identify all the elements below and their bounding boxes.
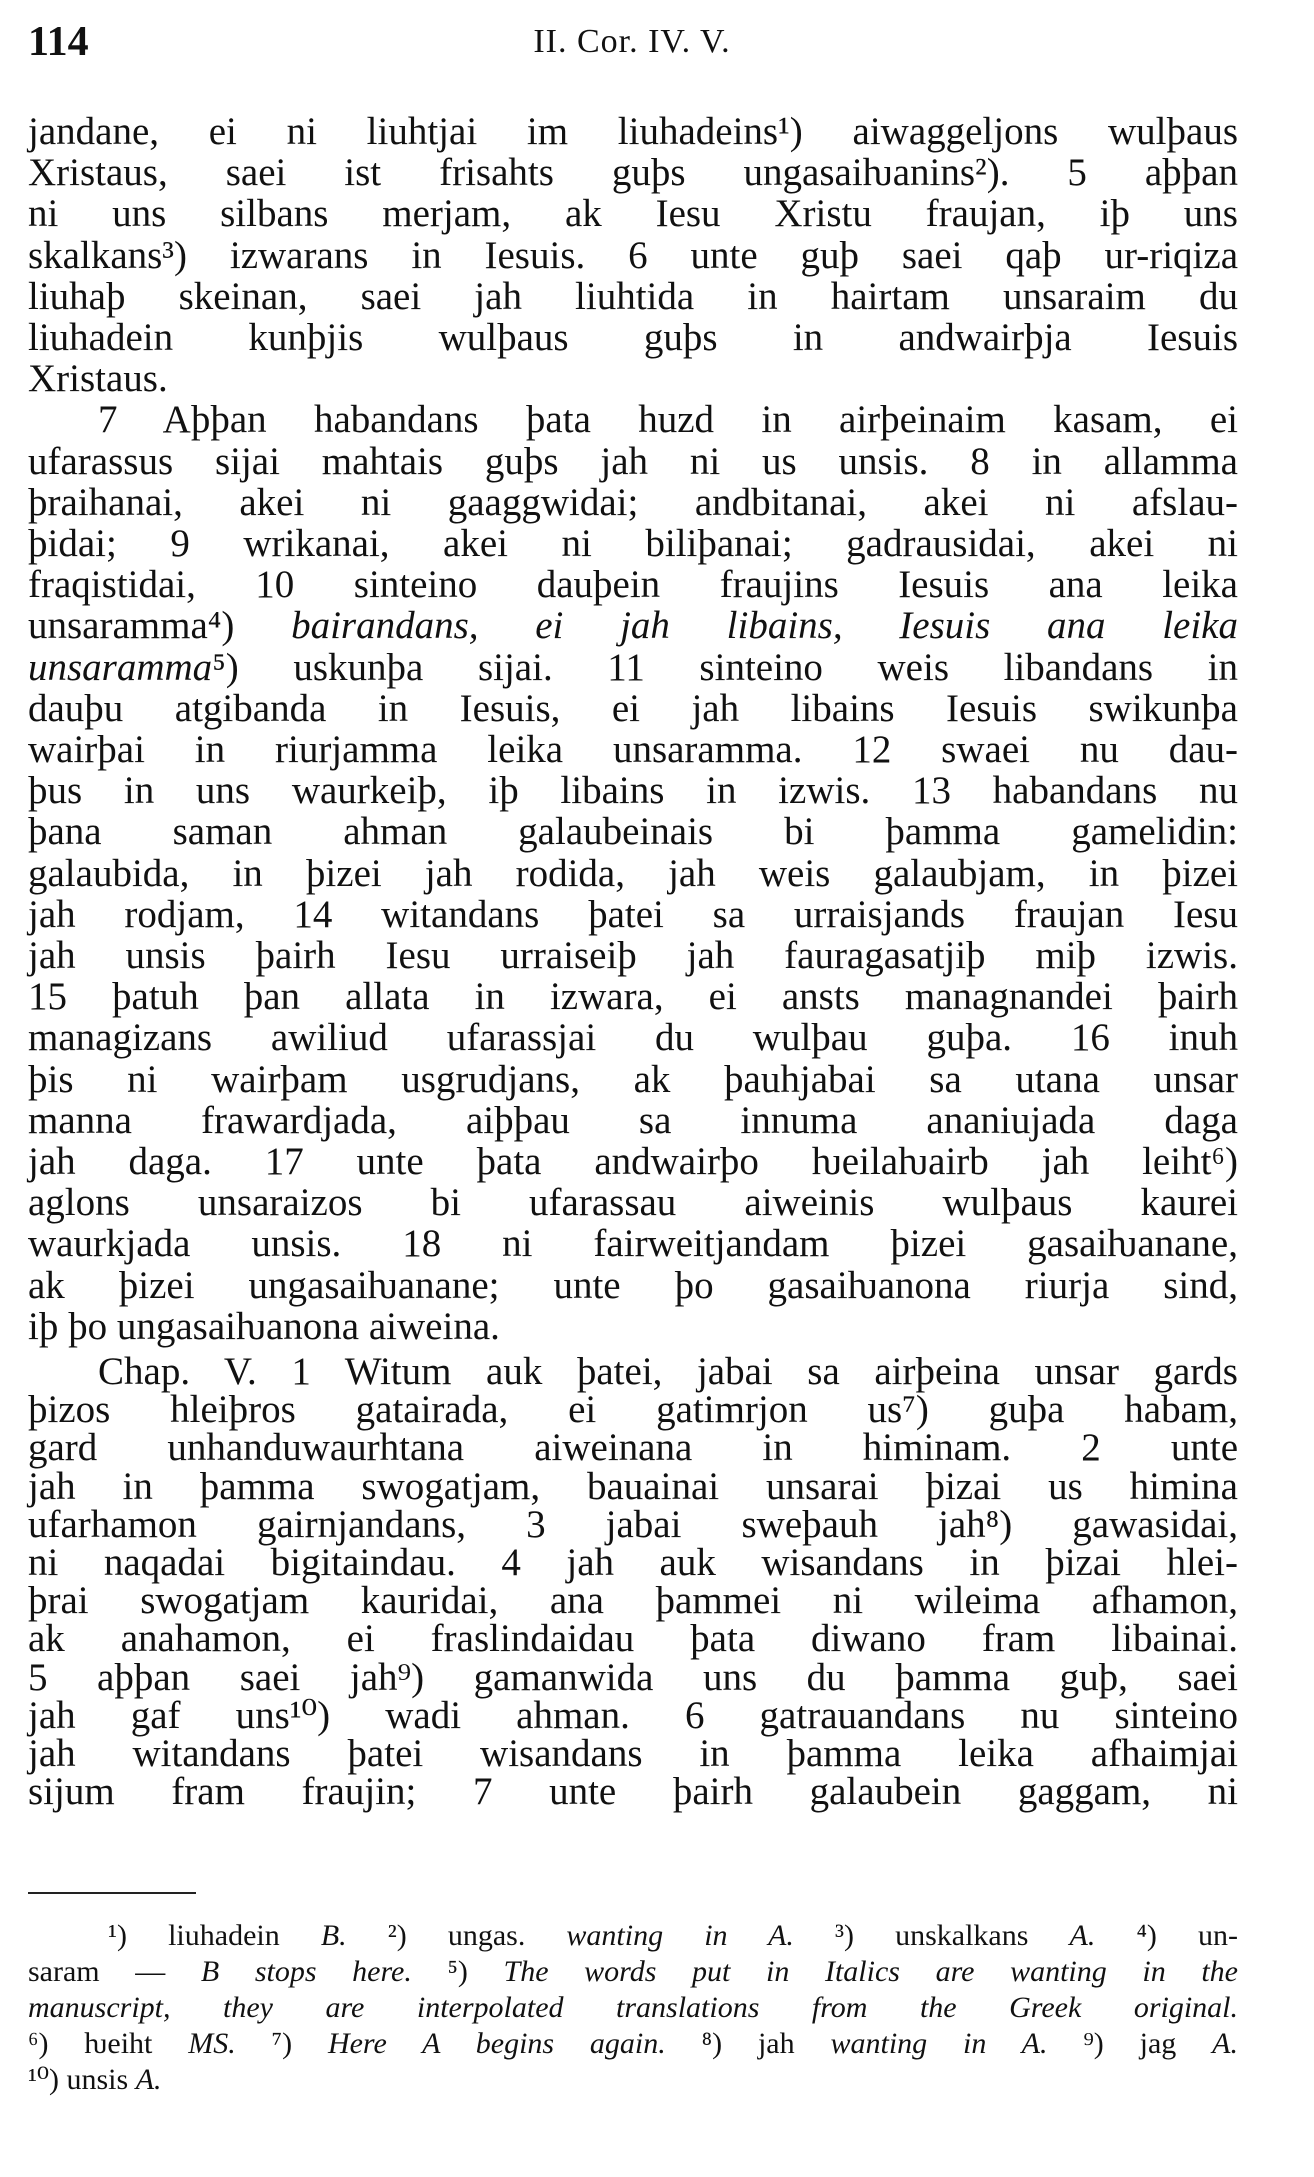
text-run: jah daga. 17 unte þata andwairþo ƕeilaƕairb jah leiht⁶) (28, 1140, 1238, 1183)
text-line (28, 1918, 1238, 1954)
text-run: ni uns silbans merjam, ak Iesu Xristu fraujan, iþ uns (28, 192, 1238, 235)
text-line (28, 110, 1238, 154)
page-number: 114 (28, 19, 89, 65)
text-run: liuhadein kunþjis wulþaus guþs in andwairþja Iesuis (28, 316, 1238, 359)
text-line (28, 275, 1238, 319)
text-run: þis ni wairþam usgrudjans, ak þauhjabai sa utana unsar (28, 1058, 1238, 1101)
text-line (28, 151, 1238, 195)
text-run: ufarhamon gairnjandans, 3 jabai sweþauh jah⁸) gawasidai, (28, 1503, 1238, 1546)
italic-text-run: wanting in A. (566, 1919, 794, 1952)
text-run: ak þizei ungasaiƕanane; unte þo gasaiƕanona riurja sind, (28, 1264, 1238, 1307)
text-line (28, 1058, 1238, 1102)
text-run: gard unhanduwaurhtana aiweinana in himinam. 2 unte (28, 1426, 1238, 1469)
text-run: liuhaþ skeinan, saei jah liuhtida in hairtam unsaraim du (28, 275, 1238, 318)
text-run: ufarassus sijai mahtais guþs jah ni us unsis. 8 in allamma (28, 440, 1238, 483)
text-line (28, 481, 1238, 525)
text-run: ni naqadai bigitaindau. 4 jah auk wisandans in þizai hlei- (28, 1541, 1238, 1584)
text-line (28, 563, 1238, 607)
text-run: ¹) liuhadein (108, 1919, 321, 1952)
text-run: ⁸) jah (665, 2027, 831, 2060)
italic-text-run: A. (135, 2063, 162, 2096)
italic-text-run: A. (1069, 1919, 1096, 1952)
text-line (28, 1990, 1238, 2026)
text-line (28, 522, 1238, 566)
text-run: aglons unsaraizos bi ufarassau aiweinis wulþaus kaurei (28, 1181, 1238, 1224)
text-line (28, 316, 1238, 360)
text-run: ⁴) un- (1095, 1919, 1238, 1952)
text-line (28, 1426, 1238, 1470)
footnote-divider (28, 1892, 196, 1894)
text-line (28, 1099, 1238, 1143)
text-run: jah unsis þairh Iesu urraiseiþ jah fauragasatjiþ miþ izwis. (28, 934, 1238, 977)
text-run: þus in uns waurkeiþ, iþ libains in izwis. 13 habandans nu (28, 769, 1238, 812)
text-run: wairþai in riurjamma leika unsaramma. 12 swaei nu dau- (28, 728, 1238, 771)
text-run: managizans awiliud ufarassjai du wulþau guþa. 16 inuh (28, 1016, 1238, 1059)
text-run: Xristaus, saei ist frisahts guþs ungasaiƕanins²). 5 aþþan (28, 151, 1238, 194)
text-line (28, 687, 1238, 731)
text-line (28, 234, 1238, 278)
running-head: II. Cor. IV. V. (533, 23, 731, 60)
italic-text-run: B. (320, 1919, 347, 1952)
text-run: iþ þo ungasaiƕanona aiweina. (28, 1305, 500, 1348)
text-line (28, 1264, 1238, 1308)
text-run: jandane, ei ni liuhtjai im liuhadeins¹) aiwaggeljons wulþaus (28, 110, 1238, 153)
text-line (28, 1181, 1238, 1225)
text-run: ⁵) (411, 1955, 504, 1988)
text-run: 15 þatuh þan allata in izwara, ei ansts managnandei þairh (28, 975, 1238, 1018)
text-line (28, 604, 1238, 648)
text-run: Chap. V. 1 Witum auk þatei, jabai sa airþeina unsar gards (98, 1350, 1238, 1393)
text-run: dauþu atgibanda in Iesuis, ei jah libains Iesuis swikunþa (28, 687, 1238, 730)
text-run: sijum fram fraujin; 7 unte þairh galaubein gaggam, ni (28, 1770, 1238, 1813)
text-run: jah rodjam, 14 witandans þatei sa urraisjands fraujan Iesu (28, 893, 1238, 936)
text-line (28, 192, 1238, 236)
text-run: 5 aþþan saei jah⁹) gamanwida uns du þamma guþ, saei (28, 1656, 1238, 1699)
text-run: galaubida, in þizei jah rodida, jah weis galaubjam, in þizei (28, 852, 1238, 895)
text-run: þrai swogatjam kauridai, ana þammei ni wileima afhamon, (28, 1579, 1238, 1622)
text-run: ²) ungas. (346, 1919, 567, 1952)
text-run: jah in þamma swogatjam, bauainai unsarai þizai us himina (28, 1465, 1238, 1508)
text-line (28, 975, 1238, 1019)
text-run: Xristaus. (28, 357, 168, 400)
italic-text-run: A. (1212, 2027, 1238, 2060)
text-line (28, 1016, 1238, 1060)
text-run: skalkans³) izwarans in Iesuis. 6 unte guþ saei qaþ ur-riqiza (28, 234, 1238, 277)
italic-text-run: Here A begins again. (327, 2027, 666, 2060)
italic-text-run: unsaramma (28, 646, 213, 689)
text-run: þizos hleiþros gatairada, ei gatimrjon us⁷) guþa habam, (28, 1388, 1238, 1431)
text-line (28, 1140, 1238, 1184)
text-line (28, 1305, 1238, 1349)
text-run: ⁵) uskunþa sijai. 11 sinteino weis libandans in (212, 646, 1238, 689)
text-run: ⁹) jag (1047, 2027, 1213, 2060)
text-run: 7 Aþþan habandans þata huzd in airþeinaim kasam, ei (98, 398, 1238, 441)
text-run: ak anahamon, ei fraslindaidau þata diwano fram libainai. (28, 1617, 1238, 1660)
text-line (28, 728, 1238, 772)
text-line (28, 769, 1238, 813)
text-line (28, 357, 1238, 401)
italic-text-run: manuscript, they are interpolated translations from the Greek original. (28, 1991, 1238, 2024)
text-line (28, 934, 1238, 978)
text-run: þraihanai, akei ni gaaggwidai; andbitanai, akei ni afslau- (28, 481, 1238, 524)
text-line (28, 2026, 1238, 2062)
text-run: manna frawardjada, aiþþau sa innuma ananiujada daga (28, 1099, 1238, 1142)
text-line (28, 810, 1238, 854)
text-run: saram — (28, 1955, 201, 1988)
italic-text-run: bairandans, ei jah libains, Iesuis ana leika (291, 604, 1238, 647)
italic-text-run: The words put in Italics are wanting in the (503, 1955, 1238, 1988)
italic-text-run: wanting in A. (830, 2027, 1048, 2060)
text-run: jah witandans þatei wisandans in þamma leika afhaimjai (28, 1732, 1238, 1775)
text-run: fraqistidai, 10 sinteino dauþein fraujins Iesuis ana leika (28, 563, 1238, 606)
text-run: ³) unskalkans (793, 1919, 1070, 1952)
text-run: þana saman ahman galaubeinais bi þamma gamelidin: (28, 810, 1238, 853)
text-run: þidai; 9 wrikanai, akei ni biliþanai; gadrausidai, akei ni (28, 522, 1238, 565)
text-line (28, 1222, 1238, 1266)
text-run: jah gaf uns¹⁰) wadi ahman. 6 gatrauandans nu sinteino (28, 1694, 1238, 1737)
text-line (28, 2062, 1238, 2098)
italic-text-run: B stops here. (200, 1955, 412, 1988)
text-line (28, 1954, 1238, 1990)
text-run: ⁶) ƕeiht (28, 2027, 189, 2060)
text-line (28, 1770, 1238, 1814)
text-run: waurkjada unsis. 18 ni fairweitjandam þizei gasaiƕanane, (28, 1222, 1238, 1265)
text-line (28, 852, 1238, 896)
text-run: ¹⁰) unsis (28, 2063, 136, 2096)
italic-text-run: MS. (188, 2027, 236, 2060)
text-line (28, 646, 1238, 690)
text-line (28, 440, 1238, 484)
text-run: unsaramma⁴) (28, 604, 292, 647)
text-line (28, 893, 1238, 937)
text-line (28, 398, 1238, 442)
text-line (28, 1617, 1238, 1661)
text-run: ⁷) (235, 2027, 328, 2060)
